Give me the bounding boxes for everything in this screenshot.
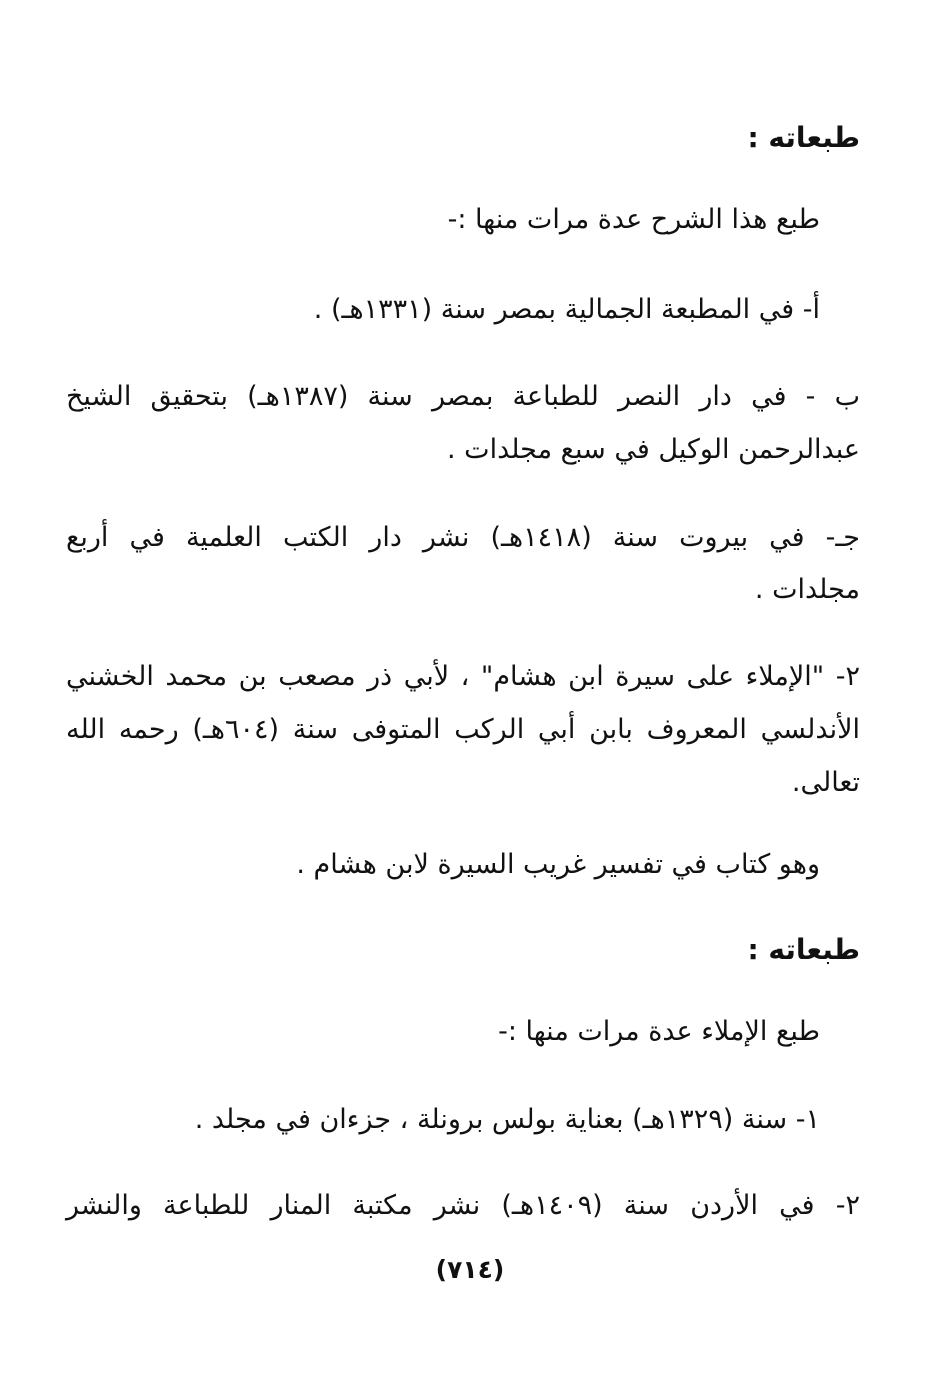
list-item-a: أ- في المطبعة الجمالية بمصر سنة (١٣٣١هـ) . [313, 294, 820, 325]
book-description: وهو كتاب في تفسير غريب السيرة لابن هشام . [296, 849, 820, 880]
paragraph-intro-2: طبع الإملاء عدة مرات منها :- [498, 1016, 820, 1047]
list-item-b-line1: ب - في دار النصر للطباعة بمصر سنة (١٣٨٧هـ) بتحقيق الشيخ [66, 381, 860, 412]
book-entry-line3: تعالى. [791, 767, 860, 798]
section-heading-editions: طبعاته : [747, 121, 860, 154]
list-item-c-line2: مجلدات . [754, 574, 860, 605]
section-heading-editions-2: طبعاته : [747, 933, 860, 966]
book-entry-line2: الأندلسي المعروف بابن أبي الركب المتوفى سنة (٦٠٤هـ) رحمه الله [66, 714, 860, 745]
list-item-b-line2: عبدالرحمن الوكيل في سبع مجلدات . [446, 434, 860, 465]
list-item-c-line1: جـ- في بيروت سنة (١٤١٨هـ) نشر دار الكتب العلمية في أربع [66, 522, 860, 553]
page-number: (٧١٤) [435, 1255, 505, 1284]
list-item-1: ١- سنة (١٣٢٩هـ) بعناية بولس برونلة ، جزءان في مجلد . [194, 1104, 820, 1135]
book-entry-line1: ٢- "الإملاء على سيرة ابن هشام" ، لأبي ذر مصعب بن محمد الخشني [66, 661, 860, 692]
paragraph-intro: طبع هذا الشرح عدة مرات منها :- [447, 204, 820, 235]
list-item-2: ٢- في الأردن سنة (١٤٠٩هـ) نشر مكتبة المنار للطباعة والنشر [66, 1190, 860, 1221]
